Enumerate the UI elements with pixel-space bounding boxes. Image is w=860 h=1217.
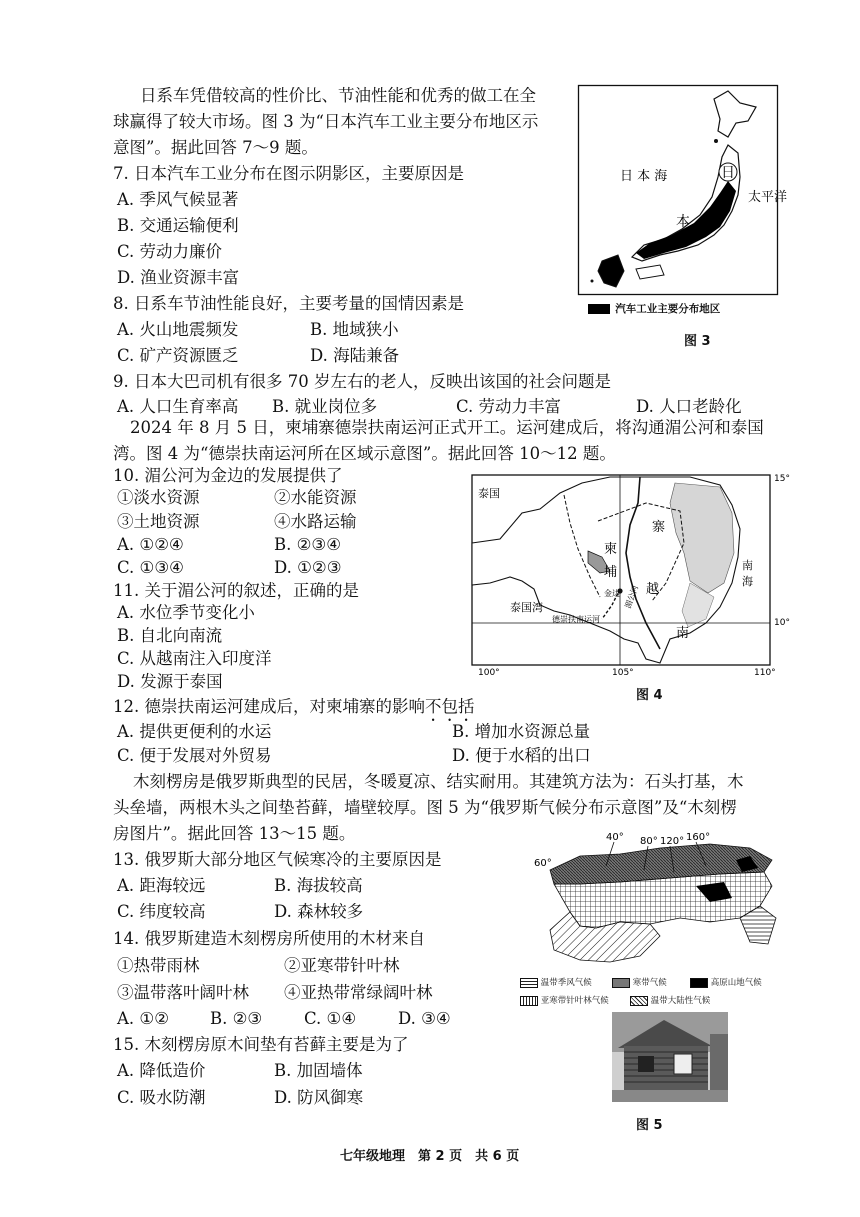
q11-option-c: C. 从越南注入印度洋 <box>117 649 272 668</box>
q12-option-a: A. 提供更便利的水运 <box>117 722 272 741</box>
legend-label: 温带大陆性气候 <box>650 996 711 1006</box>
figure-5-russia-climate-map <box>510 826 792 976</box>
q9-option-d: D. 人口老龄化 <box>636 397 742 416</box>
label-lon-120: 120° <box>660 836 685 847</box>
question-8-stem: 8. 日系车节油性能良好，主要考量的国情因素是 <box>113 294 464 313</box>
legend-item-taiga <box>520 994 609 1006</box>
question-12-stem-text: 12. 德崇扶南运河建成后，对柬埔寨的影响 <box>113 697 425 716</box>
q13-option-d: D. 森林较多 <box>274 902 364 921</box>
intro-text: 意图”。据此回答 7～9 题。 <box>113 138 318 157</box>
question-14-stem: 14. 俄罗斯建造木刻楞房所使用的木材来自 <box>113 929 425 948</box>
label-vietnam-2: 南 <box>676 626 690 641</box>
q12-option-d: D. 便于水稻的出口 <box>452 746 591 765</box>
q14-option-a: A. ①② <box>117 1009 169 1028</box>
q13-option-c: C. 纬度较高 <box>117 902 206 921</box>
legend-label: 温带季风气候 <box>540 978 592 988</box>
label-lon-80: 80° <box>640 836 658 847</box>
q10-option-b: B. ②③④ <box>274 535 341 554</box>
label-lon-100: 100° <box>478 668 500 678</box>
question-12-stem <box>113 697 475 725</box>
q7-option-c: C. 劳动力廉价 <box>117 242 223 261</box>
question-15-stem: 15. 木刻楞房原木间垫有苔藓主要是为了 <box>113 1035 409 1054</box>
q11-option-a: A. 水位季节变化小 <box>117 603 255 622</box>
q11-option-b: B. 自北向南流 <box>117 626 223 645</box>
intro-text: 房图片”。据此回答 13～15 题。 <box>113 824 356 843</box>
q13-option-a: A. 距海较远 <box>117 876 206 895</box>
question-7-stem: 7. 日本汽车工业分布在图示阴影区，主要原因是 <box>113 164 464 183</box>
q14-option-d: D. ③④ <box>398 1009 451 1028</box>
question-11-stem: 11. 关于湄公河的叙述，正确的是 <box>113 581 359 600</box>
question-12-emphasis: 不包括 <box>425 697 475 716</box>
intro-text: 头垒墙，两根木头之间垫苔藓，墙壁较厚。图 5 为“俄罗斯气候分布示意图”及“木刻楞 <box>113 798 737 817</box>
q8-option-b: B. 地域狭小 <box>310 320 399 339</box>
label-mekong: 湄公河 <box>623 584 641 610</box>
figure-5-legend <box>520 976 800 1010</box>
label-phnom-penh: 金边 <box>604 589 620 598</box>
q12-option-b: B. 增加水资源总量 <box>452 722 591 741</box>
q14-option-c: C. ①④ <box>304 1009 357 1028</box>
label-cambodia-2: 埔 <box>604 565 618 580</box>
label-lon-110: 110° <box>754 668 776 678</box>
label-canal: 德崇扶南运河 <box>552 615 600 624</box>
q10-item-1: ①淡水资源 <box>117 488 200 507</box>
q10-option-d: D. ①②③ <box>274 558 342 577</box>
label-cambodia-1: 柬 <box>604 542 618 557</box>
q15-option-d: D. 防风御寒 <box>274 1088 364 1107</box>
q11-option-d: D. 发源于泰国 <box>117 672 223 691</box>
q10-item-2: ②水能资源 <box>274 488 357 507</box>
legend-item-monsoon <box>520 976 592 988</box>
label-sea-2: 海 <box>742 575 753 588</box>
figure-3-japan-map <box>578 85 788 295</box>
intro-text: 木刻楞房是俄罗斯典型的民居，冬暖夏凉、结实耐用。其建筑方法为：石头打基，木 <box>133 772 744 791</box>
q10-option-a: A. ①②④ <box>117 535 184 554</box>
figure-3-caption: 图 3 <box>684 334 711 349</box>
label-lon-40: 40° <box>606 832 624 843</box>
q10-item-4: ④水路运输 <box>274 512 357 531</box>
legend-item-tundra <box>612 976 667 988</box>
q15-option-c: C. 吸水防潮 <box>117 1088 206 1107</box>
q14-item-1: ①热带雨林 <box>117 956 200 975</box>
legend-label: 寒带气候 <box>632 978 667 988</box>
q10-option-c: C. ①③④ <box>117 558 184 577</box>
figure-3-legend <box>588 298 788 315</box>
q15-option-b: B. 加固墙体 <box>274 1061 363 1080</box>
figure-4-canal-map <box>470 473 792 677</box>
q12-option-c: C. 便于发展对外贸易 <box>117 746 272 765</box>
q13-option-b: B. 海拔较高 <box>274 876 363 895</box>
label-vietnam-1: 越 <box>646 582 660 597</box>
q14-item-3: ③温带落叶阔叶林 <box>117 983 249 1002</box>
question-13-stem: 13. 俄罗斯大部分地区气候寒冷的主要原因是 <box>113 850 442 869</box>
label-japan-sea: 日 本 海 <box>620 169 668 184</box>
q9-option-c: C. 劳动力丰富 <box>456 397 562 416</box>
q14-item-2: ②亚寒带针叶林 <box>284 956 400 975</box>
label-lon-105: 105° <box>612 668 634 678</box>
label-lat-15: 15° <box>774 474 790 484</box>
q7-option-a: A. 季风气候显著 <box>117 190 239 209</box>
label-lat-10: 10° <box>774 618 790 628</box>
legend-item-highland <box>690 976 762 988</box>
label-ben: 本 <box>676 214 690 230</box>
label-pacific: 太平洋 <box>748 190 788 205</box>
q14-option-b: B. ②③ <box>210 1009 263 1028</box>
question-9-stem: 9. 日本大巴司机有很多 70 岁左右的老人，反映出该国的社会问题是 <box>113 372 611 391</box>
q8-option-a: A. 火山地震频发 <box>117 320 239 339</box>
q8-option-d: D. 海陆兼备 <box>310 346 400 365</box>
q10-item-3: ③土地资源 <box>117 512 200 531</box>
q14-item-4: ④亚热带常绿阔叶林 <box>284 983 433 1002</box>
q8-option-c: C. 矿产资源匮乏 <box>117 346 239 365</box>
legend-swatch <box>588 304 610 314</box>
intro-text: 2024 年 8 月 5 日，柬埔寨德崇扶南运河正式开工。运河建成后，将沟通湄公河和泰国 <box>130 418 764 437</box>
legend-label: 亚寒带针叶林气候 <box>540 996 609 1006</box>
label-ri: 日 <box>721 165 735 181</box>
q9-option-a: A. 人口生育率高 <box>117 397 239 416</box>
label-lon-160: 160° <box>686 832 711 843</box>
figure-4-caption: 图 4 <box>636 688 663 703</box>
label-lat-60: 60° <box>534 858 552 869</box>
q15-option-a: A. 降低造价 <box>117 1061 206 1080</box>
label-thailand: 泰国 <box>478 487 500 500</box>
intro-text: 球赢得了较大市场。图 3 为“日本汽车工业主要分布地区示 <box>113 112 539 131</box>
legend-label: 高原山地气候 <box>710 978 762 988</box>
figure-5-caption: 图 5 <box>636 1118 663 1133</box>
intro-text: 日系车凭借较高的性价比、节油性能和优秀的做工在全 <box>140 86 536 105</box>
label-gulf: 泰国湾 <box>510 601 543 614</box>
figure-5-log-house-photo <box>612 1012 728 1102</box>
intro-text: 湾。图 4 为“德崇扶南运河所在区域示意图”。据此回答 10～12 题。 <box>113 444 616 463</box>
q7-option-b: B. 交通运输便利 <box>117 216 239 235</box>
legend-label: 汽车工业主要分布地区 <box>615 303 721 315</box>
q7-option-d: D. 渔业资源丰富 <box>117 268 240 287</box>
page-footer: 七年级地理 第 2 页 共 6 页 <box>340 1149 520 1164</box>
q9-option-b: B. 就业岗位多 <box>272 397 378 416</box>
legend-item-continental <box>630 994 710 1006</box>
label-sea-1: 南 <box>742 559 753 572</box>
question-10-stem: 10. 湄公河为金边的发展提供了 <box>113 466 343 485</box>
label-cambodia-3: 寨 <box>652 520 666 535</box>
